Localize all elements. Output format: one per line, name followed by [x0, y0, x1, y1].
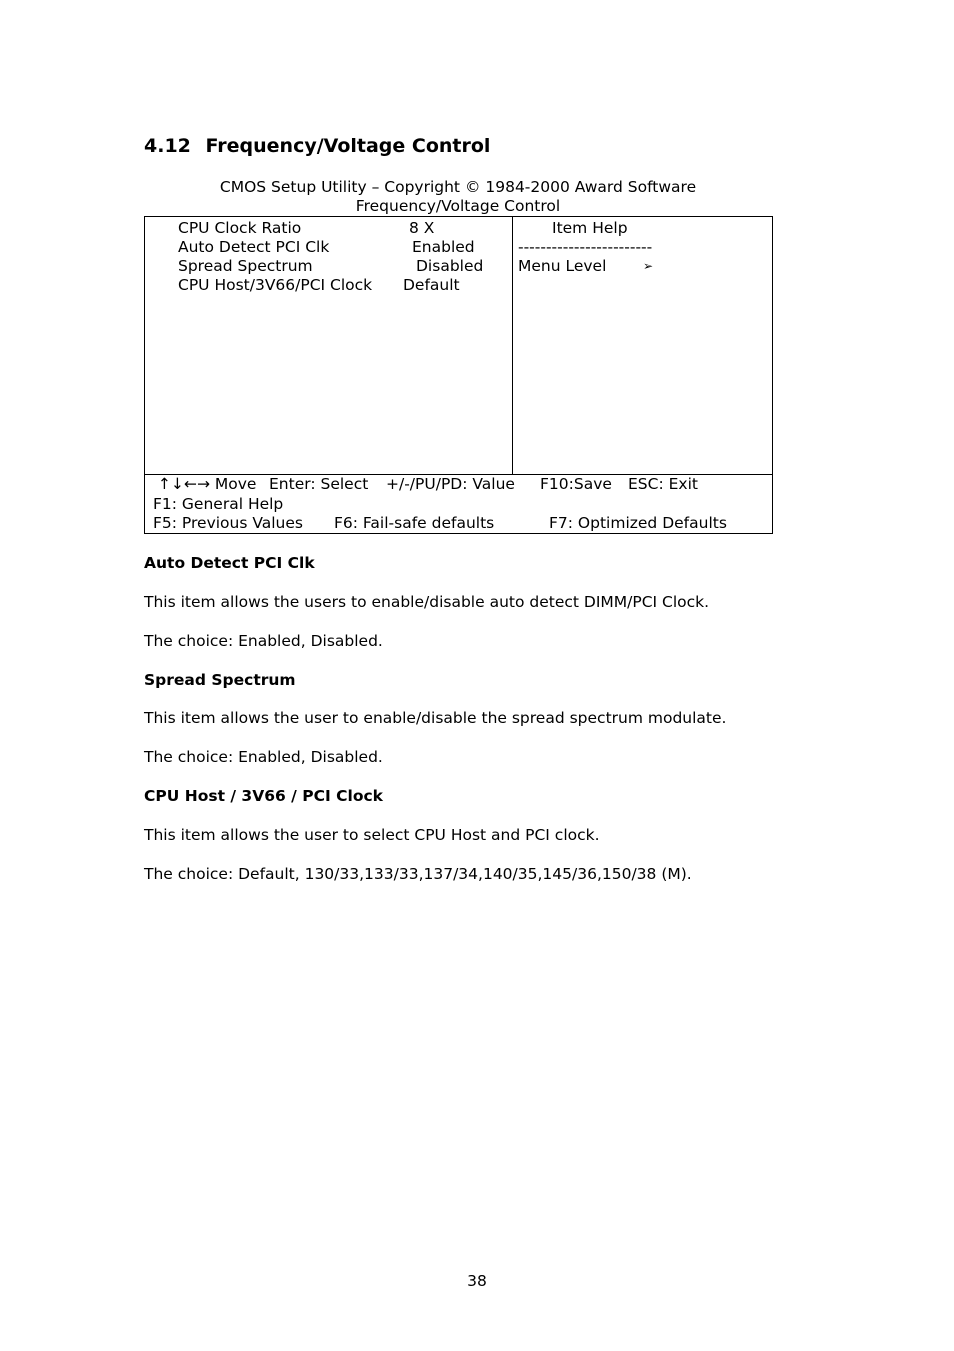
- setting-value-auto-detect-pci-clk[interactable]: Enabled: [412, 238, 475, 256]
- key-help-move-label: Move: [214, 475, 257, 493]
- key-help-exit: ESC: Exit: [628, 475, 698, 493]
- section-heading: [144, 135, 490, 157]
- section-title: Frequency/Voltage Control: [205, 135, 491, 157]
- page-number: 38: [467, 1272, 487, 1290]
- menu-level-label: Menu Level: [518, 257, 607, 275]
- choice-cpu-host-clock: The choice: Default, 130/33,133/33,137/34,140/35,145/36,150/38 (M).: [144, 865, 692, 883]
- section-number: 4.12: [144, 135, 191, 157]
- bios-caption-screen: Frequency/Voltage Control: [355, 197, 561, 215]
- setting-value-cpu-host-clock[interactable]: Default: [403, 276, 460, 294]
- choice-spread-spectrum: The choice: Enabled, Disabled.: [144, 748, 383, 766]
- setting-label-spread-spectrum[interactable]: Spread Spectrum: [178, 257, 313, 275]
- key-help-failsafe-defaults: F6: Fail-safe defaults: [334, 514, 495, 532]
- description-auto-detect-pci-clk: This item allows the users to enable/disable auto detect DIMM/PCI Clock.: [144, 593, 710, 611]
- key-help-value: +/-/PU/PD: Value: [386, 475, 515, 493]
- key-help-move: [158, 475, 256, 494]
- arrow-keys-icon: ↑↓←→: [158, 475, 210, 493]
- choice-auto-detect-pci-clk: The choice: Enabled, Disabled.: [144, 632, 383, 650]
- bios-caption-utility: CMOS Setup Utility – Copyright © 1984-2000 Award Software: [219, 178, 697, 196]
- setting-label-cpu-clock-ratio[interactable]: CPU Clock Ratio: [178, 219, 302, 237]
- heading-spread-spectrum: Spread Spectrum: [144, 671, 296, 689]
- setting-label-auto-detect-pci-clk[interactable]: Auto Detect PCI Clk: [178, 238, 330, 256]
- key-help-optimized-defaults: F7: Optimized Defaults: [549, 514, 727, 532]
- key-help-previous-values: F5: Previous Values: [153, 514, 303, 532]
- item-help-title: Item Help: [552, 219, 628, 237]
- description-cpu-host-clock: This item allows the user to select CPU Host and PCI clock.: [144, 826, 600, 844]
- key-help-enter: Enter: Select: [269, 475, 369, 493]
- item-help-separator: ------------------------: [518, 238, 653, 256]
- menu-level-arrow-icon: ➢: [643, 259, 654, 273]
- description-spread-spectrum: This item allows the user to enable/disable the spread spectrum modulate.: [144, 709, 727, 727]
- key-help-save: F10:Save: [540, 475, 612, 493]
- bios-vertical-divider: [512, 217, 513, 474]
- key-help-general-help: F1: General Help: [153, 495, 284, 513]
- heading-cpu-host-clock: CPU Host / 3V66 / PCI Clock: [144, 787, 383, 805]
- heading-auto-detect-pci-clk: Auto Detect PCI Clk: [144, 554, 315, 572]
- setting-label-cpu-host-clock[interactable]: CPU Host/3V66/PCI Clock: [178, 276, 373, 294]
- bios-screen: [144, 216, 773, 534]
- setting-value-spread-spectrum[interactable]: Disabled: [416, 257, 484, 275]
- setting-value-cpu-clock-ratio[interactable]: 8 X: [409, 219, 435, 237]
